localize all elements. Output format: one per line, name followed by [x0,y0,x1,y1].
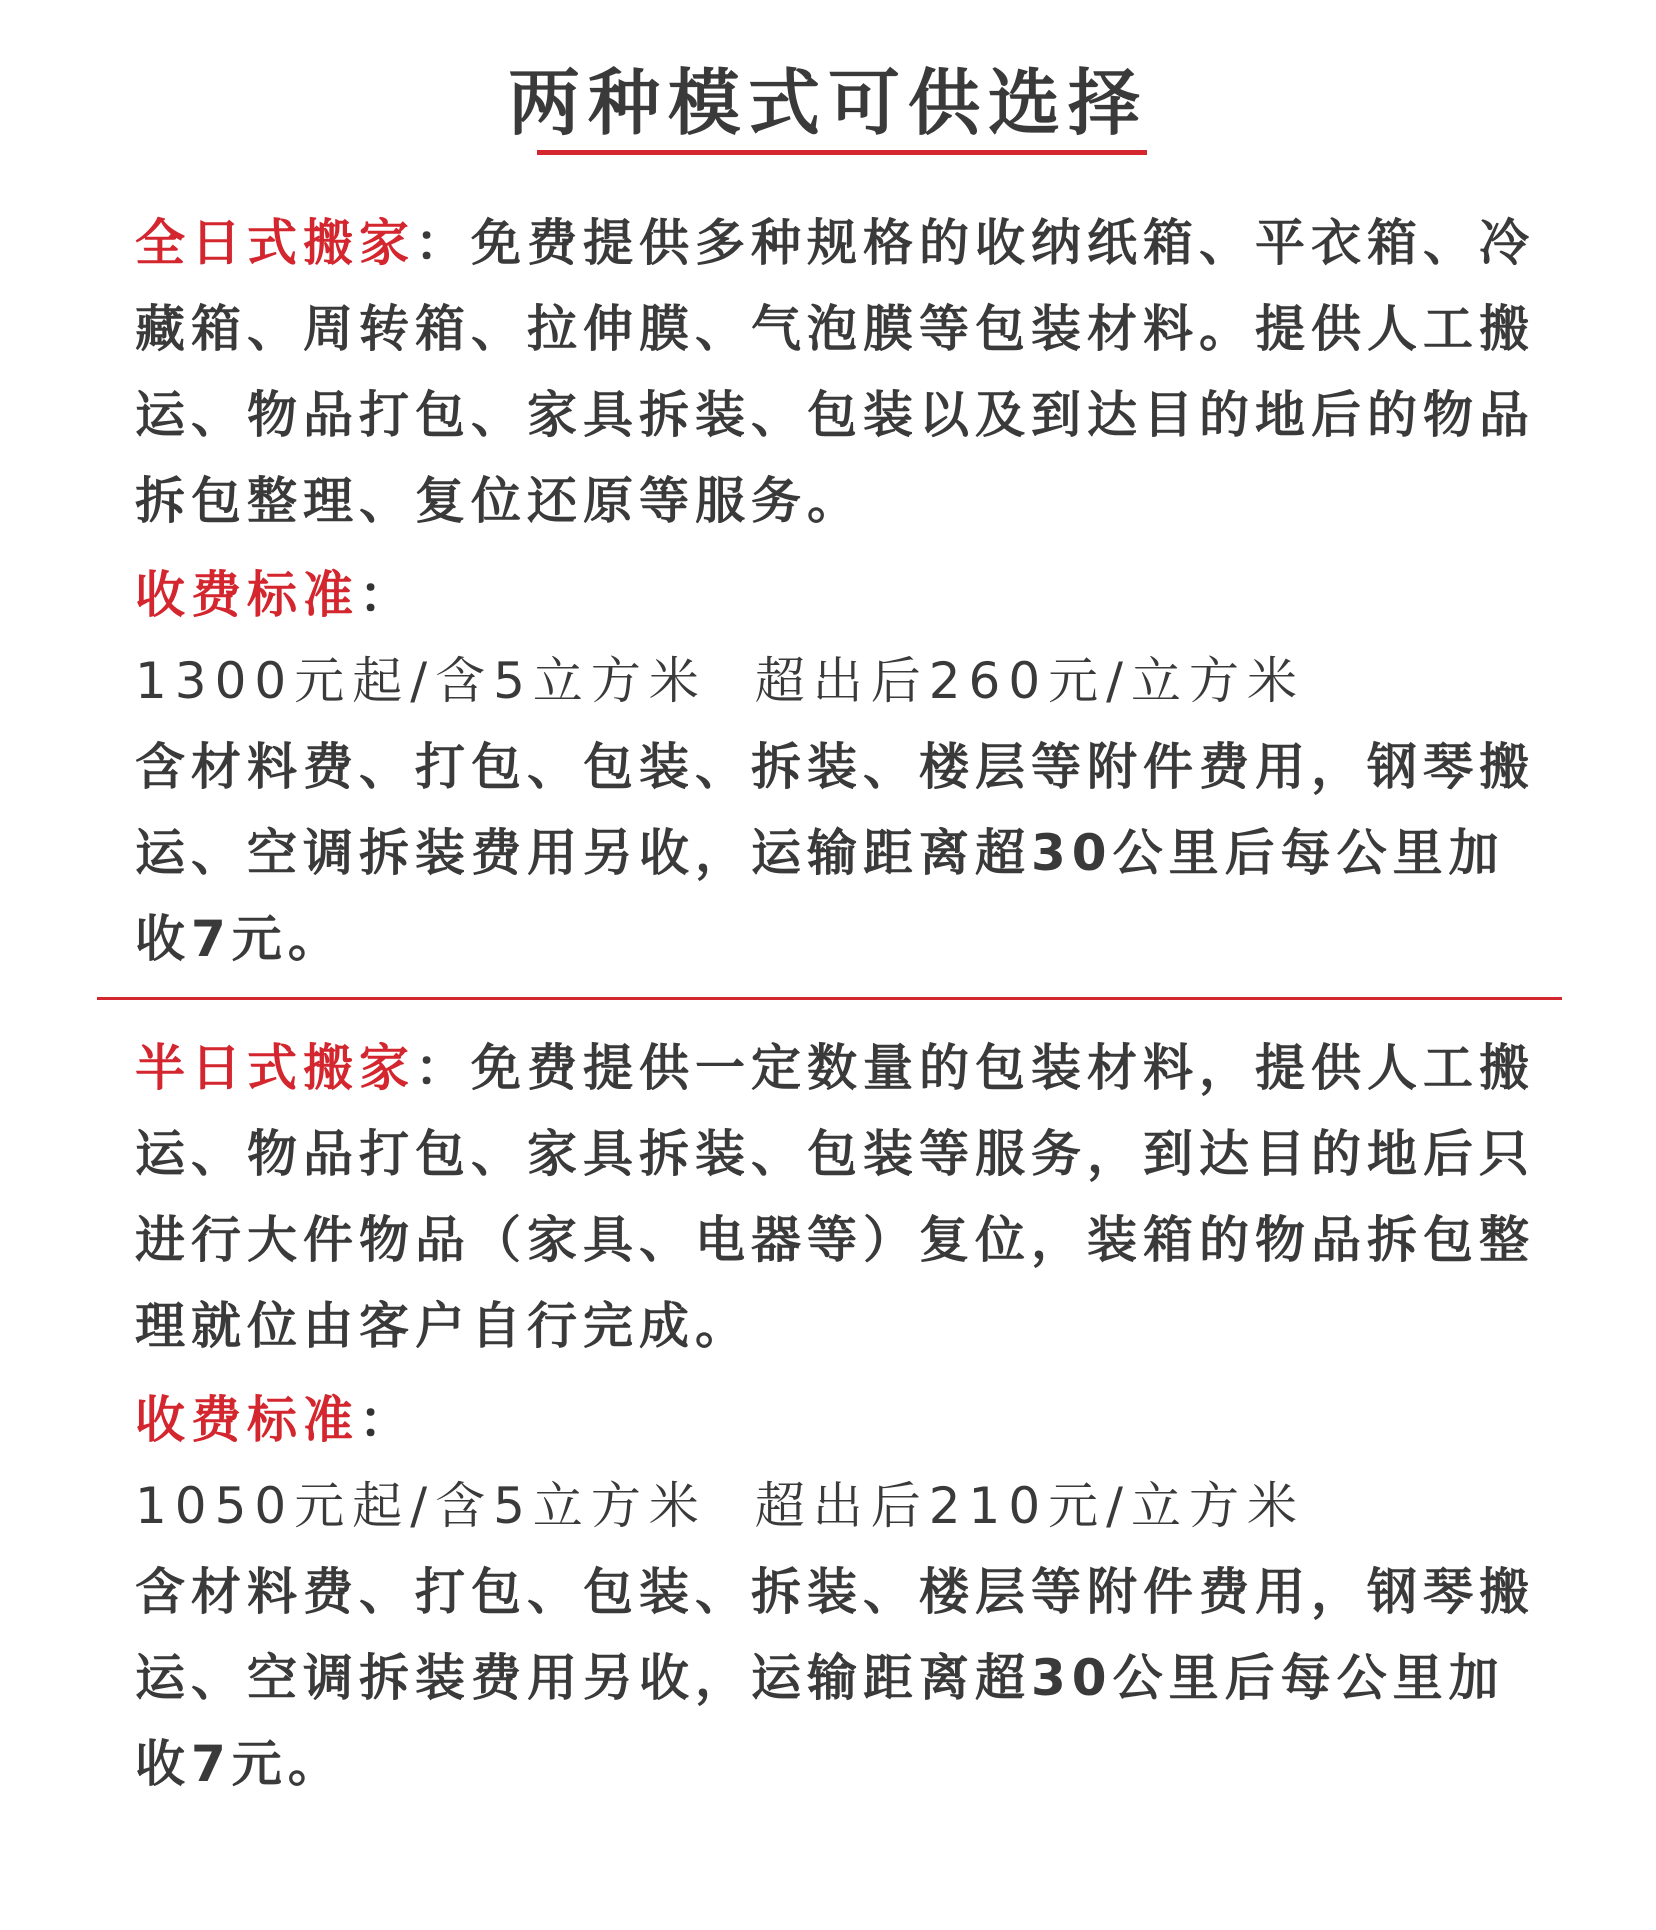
full-day-colon: ： [415,214,471,272]
title-underline [537,150,1147,155]
half-day-fee-note: 含材料费、打包、包装、拆装、楼层等附件费用，钢琴搬运、空调拆装费用另收，运输距离超30公里后每公里加收7元。 [135,1563,1535,1793]
full-day-fee-heading [135,552,1535,638]
full-day-label: 全日式搬家 [135,214,415,272]
full-day-price: 1300元起/含5立方米 超出后260元/立方米 [135,652,1305,710]
half-day-description-block [135,1025,1535,1369]
half-day-fee-heading [135,1377,1535,1463]
half-day-fee-colon: ： [359,1391,415,1449]
half-day-colon: ： [415,1039,471,1097]
half-day-price: 1050元起/含5立方米 超出后210元/立方米 [135,1477,1305,1535]
full-day-section [135,200,1535,982]
page-title: 两种模式可供选择 [507,61,1148,145]
full-day-fee-note: 含材料费、打包、包装、拆装、楼层等附件费用，钢琴搬运、空调拆装费用另收，运输距离超30公里后每公里加收7元。 [135,738,1535,968]
full-day-fee-colon: ： [359,566,415,624]
half-day-description: 免费提供一定数量的包装材料，提供人工搬运、物品打包、家具拆装、包装等服务，到达目的地后只进行大件物品（家具、电器等）复位，装箱的物品拆包整理就位由客户自行完成。 [135,1039,1535,1355]
full-day-description: 免费提供多种规格的收纳纸箱、平衣箱、冷藏箱、周转箱、拉伸膜、气泡膜等包装材料。提供人工搬运、物品打包、家具拆装、包装以及到达目的地后的物品拆包整理、复位还原等服务。 [135,214,1535,530]
section-divider [97,997,1562,1000]
half-day-fee-label: 收费标准 [135,1391,359,1449]
half-day-section [135,1025,1535,1807]
full-day-description-block [135,200,1535,544]
full-day-fee-label: 收费标准 [135,566,359,624]
half-day-label: 半日式搬家 [135,1039,415,1097]
